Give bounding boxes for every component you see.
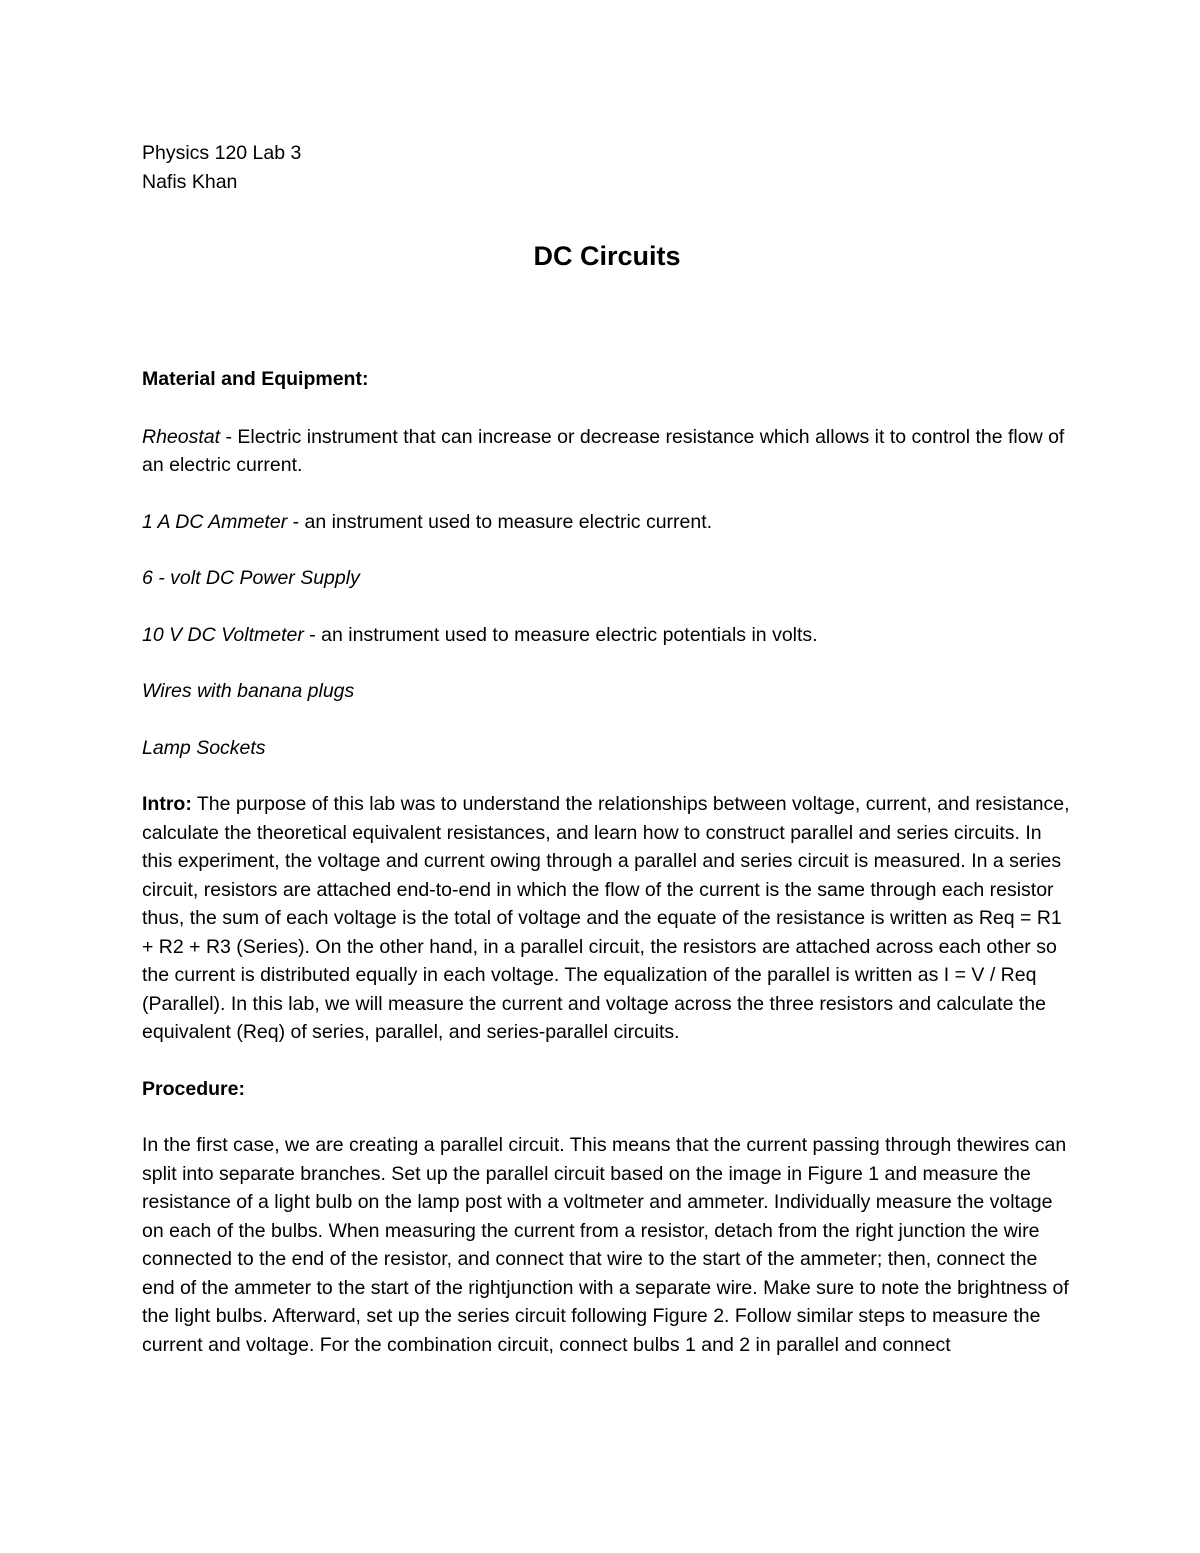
course-line: Physics 120 Lab 3 (142, 142, 302, 164)
equipment-desc: - an instrument used to measure electric current. (287, 510, 713, 533)
equipment-name: 10 V DC Voltmeter (142, 623, 304, 646)
equipment-name: Lamp Sockets (142, 736, 266, 759)
document-title: DC Circuits (533, 241, 681, 271)
document-body (142, 139, 1072, 1359)
equipment-name: 6 - volt DC Power Supply (142, 567, 360, 589)
equipment-item-voltmeter (142, 621, 1072, 650)
equipment-name: Rheostat (142, 425, 221, 448)
author-line: Nafis Khan (142, 170, 238, 193)
equipment-name: 1 A DC Ammeter (142, 510, 288, 533)
equipment-item-lamp-sockets (142, 734, 1072, 763)
intro-text: The purpose of this lab was to understand the relationships between voltage, current, and resistance, calculate the theoretical equivalent resistances, and learn how to construct parallel and series circuits. In this experiment, the voltage and current owing through a parallel and series circuit is measured. In a series circuit, resistors are attached end-to-end in which the flow of the current is the same through each resistor thus, the sum of each voltage is the total of voltage and the equate of the resistance is written as Req = R1 + R2 + R3 (Series). On the other hand, in a parallel circuit, the resistors are attached across each other so the current is distributed equally in each voltage. The equalization of the parallel is written as I = V / Req (Parallel). In this lab, we will measure the current and voltage across the three resistors and calculate the equivalent (Req) of series, parallel, and series-parallel circuits. (142, 793, 1070, 1043)
equipment-item-power-supply (142, 564, 1072, 593)
equipment-name: Wires with banana plugs (142, 680, 355, 702)
equipment-item-rheostat (142, 423, 1072, 480)
procedure-heading: Procedure: (142, 1077, 245, 1100)
equipment-desc: - an instrument used to measure electric potentials in volts. (303, 623, 818, 646)
equipment-item-wires (142, 677, 1072, 706)
materials-heading: Material and Equipment: (142, 368, 369, 390)
intro-label: Intro: (142, 793, 192, 815)
procedure-paragraph: In the first case, we are creating a parallel circuit. This means that the current passing through thewires can split into separate branches. Set up the parallel circuit based on the image in Figure 1 and measure the resistance of a light bulb on the lamp post with a voltmeter and ammeter. Individually measure the voltage on each of the bulbs. When measuring the current from a resistor, detach from the right junction the wire connected to the end of the resistor, and connect that wire to the start of the ammeter; then, connect the end of the ammeter to the start of the rightjunction with a separate wire. Make sure to note the brightness of the light bulbs. Afterward, set up the series circuit following Figure 2. Follow similar steps to measure the current and voltage. For the combination circuit, connect bulbs 1 and 2 in parallel and connect (142, 1134, 1069, 1356)
equipment-desc: - Electric instrument that can increase or decrease resistance which allows it to control the flow of an electric current. (142, 425, 1065, 476)
intro-paragraph (142, 790, 1072, 1047)
equipment-item-ammeter (142, 508, 1072, 537)
